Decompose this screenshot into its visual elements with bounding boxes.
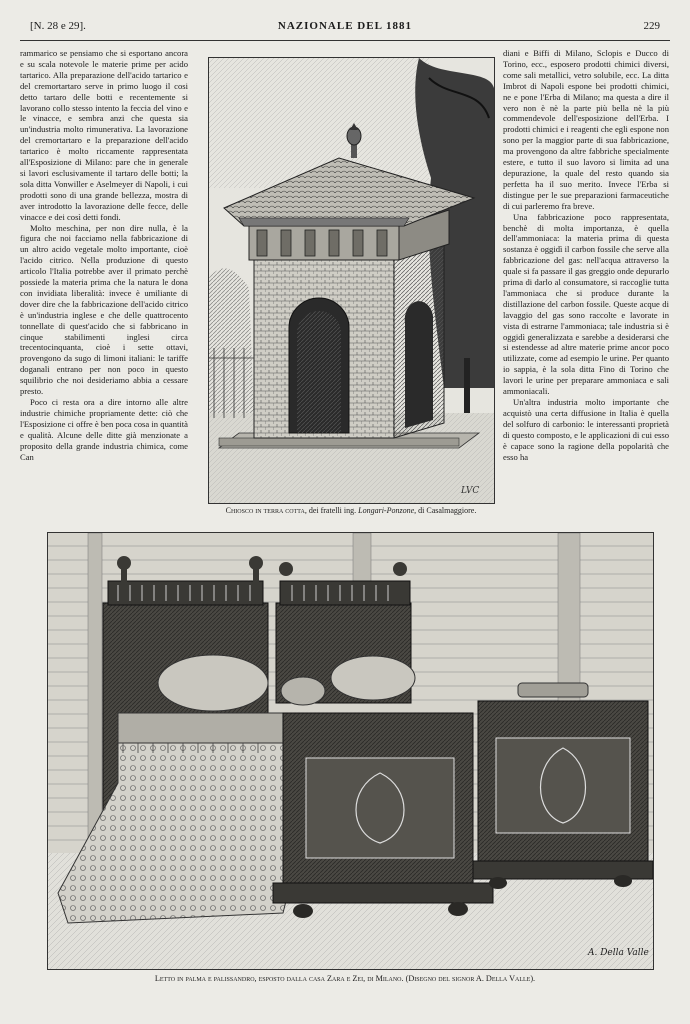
left-text-column (20, 48, 188, 513)
right-text-column (503, 48, 669, 513)
paragraph: Molto meschina, per non dire nulla, è la figura che noi facciamo nella fabbricazione di un altro acido vegetale molto importante, cioè l'acido citrico. Nella produzione di questo articolo l'Italia potrebbe aver il primato perchè possiede la materia prima che la natura le dona con invidiata liberalità: invece è umiliante di dover dire che la fabbricazione dell'acido citrico è un'industria inglese e che delle quattrocento tonnellate di quest'acido che si fabbricano in cinque stabilimenti inglesi circa trecentocinquanta, cioè i sette ottavi, provengono da sugo di limoni italiani: le tariffe doganali entrano per non poco in questo squilibrio che noi desideriamo abbia a cessare presto. (20, 222, 188, 397)
kiosk-illustration (209, 58, 494, 503)
bed-engraving (47, 532, 654, 970)
bed-left (58, 713, 493, 923)
page-number: 229 (643, 20, 660, 32)
paragraph: Un'altra industria molto importante che acquistò una certa diffusione in Italia è quella del solfuro di carbonio: le interessanti proprietà di questo composto, e le applicazioni di cui esso è capace sono la ragione della popolarità che esso ha (503, 397, 669, 462)
paragraph: rammarico se pensiamo che si esportano ancora e su scala notevole le materie prime per acido tartarico. Alla preparazione dell'acido tartarico e del cremortartaro serve in primo luogo il cosi detto tartaro delle botti e recentemente si lavorano collo stesso intento la feccia del vino e le vinacce, e sembra anzi che questa sia un'industria molto rimunerativa. La lavorazione del cremortartaro e la preparazione dell'acido tartarico è molto riccamente rappresentata all'Esposizione di Milano: pare che in generale si lavori esclusivamente il tartaro delle botti; la sola ditta Vonwiller e Aselmeyer di Napoli, i cui prodotti sono di una grande bellezza, mostra di aver introdotto la lavorazione delle fecce, delle vinacce e dei così detti fondi. (20, 48, 188, 222)
header-rule (20, 40, 670, 41)
paragraph: diani e Biffi di Milano, Sclopis e Ducco di Torino, ecc., esposero prodotti chimici diversi, come sali metallici, vetro solubile, ecc. La ditta Imbrot di Napoli espone bei prodotti chimici, ne e pone l'Erba di Milano; ma questa a dire il vero non è nè la parte più bella nè la più commendevole dell'esposizione dell'Erba. I prodotti chimici e i reagenti che egli espone non sono per la maggior parte di sua fabbricazione, ma provengono da altre fabbriche specialmente estere, e tutto il suo lavoro si limita ad una depurazione, la quale del resto quando sia perfetta ha il suo merito. Invece l'Erba si distingue per le sue preparazioni farmaceutiche di cui parleremo fra breve. (503, 48, 669, 211)
publication-title: NAZIONALE DEL 1881 (277, 20, 413, 32)
kiosk-caption: Chiosco in terra cotta, dei fratelli ing. Longari-Ponzone, di Casalmaggiore. (225, 506, 477, 515)
bed-caption: Letto in palma e palissandro, esposto dalla casa Zara e Zei, di Milano. (Disegno del signor A. Della Valle). (154, 974, 536, 983)
kiosk-engraving (208, 57, 495, 504)
kiosk-signature: LVC (461, 486, 480, 496)
bed-illustration (48, 533, 653, 969)
bed-right (473, 683, 653, 889)
bed-signature: A. Della Valle (588, 948, 649, 958)
paragraph: Una fabbricazione poco rappresentata, benchè di molta importanza, è quella dell'ammoniaca: la materia prima di questa sostanza è oggidì il carbon fossile che serve alla fabbricazione del gas: nell'acqua attraverso la quale si fa passare il gas greggio onde depurarlo prima di darlo al consumatore, si raccoglie tutta l'ammoniaca che si produce durante la distillazione del carbon fossile. Queste acque di lavaggio del gas sono raccolte e lavorate in vista di estrarne l'ammoniaca; tale industria si è oggidì generalizzata e sarebbe a desiderarsi che si estendesse ad altre materie prime ancor poco utilizzate, come ad esempio le urine. Per quanto io sappia, è la sola ditta Fino di Torino che lavori le urine per preparare ammoniaca e sali ammoniacali. (503, 211, 669, 397)
page-header (30, 20, 660, 40)
paragraph: Poco ci resta ora a dire intorno alle altre industrie chimiche propriamente dette: ciò che l'Esposizione ci offre è ben poca cosa in quantità e qualità. Alcune delle ditte già menzionate a proposito della grande industria chimica, come Can (20, 397, 188, 462)
issue-number: [N. 28 e 29]. (30, 20, 86, 32)
